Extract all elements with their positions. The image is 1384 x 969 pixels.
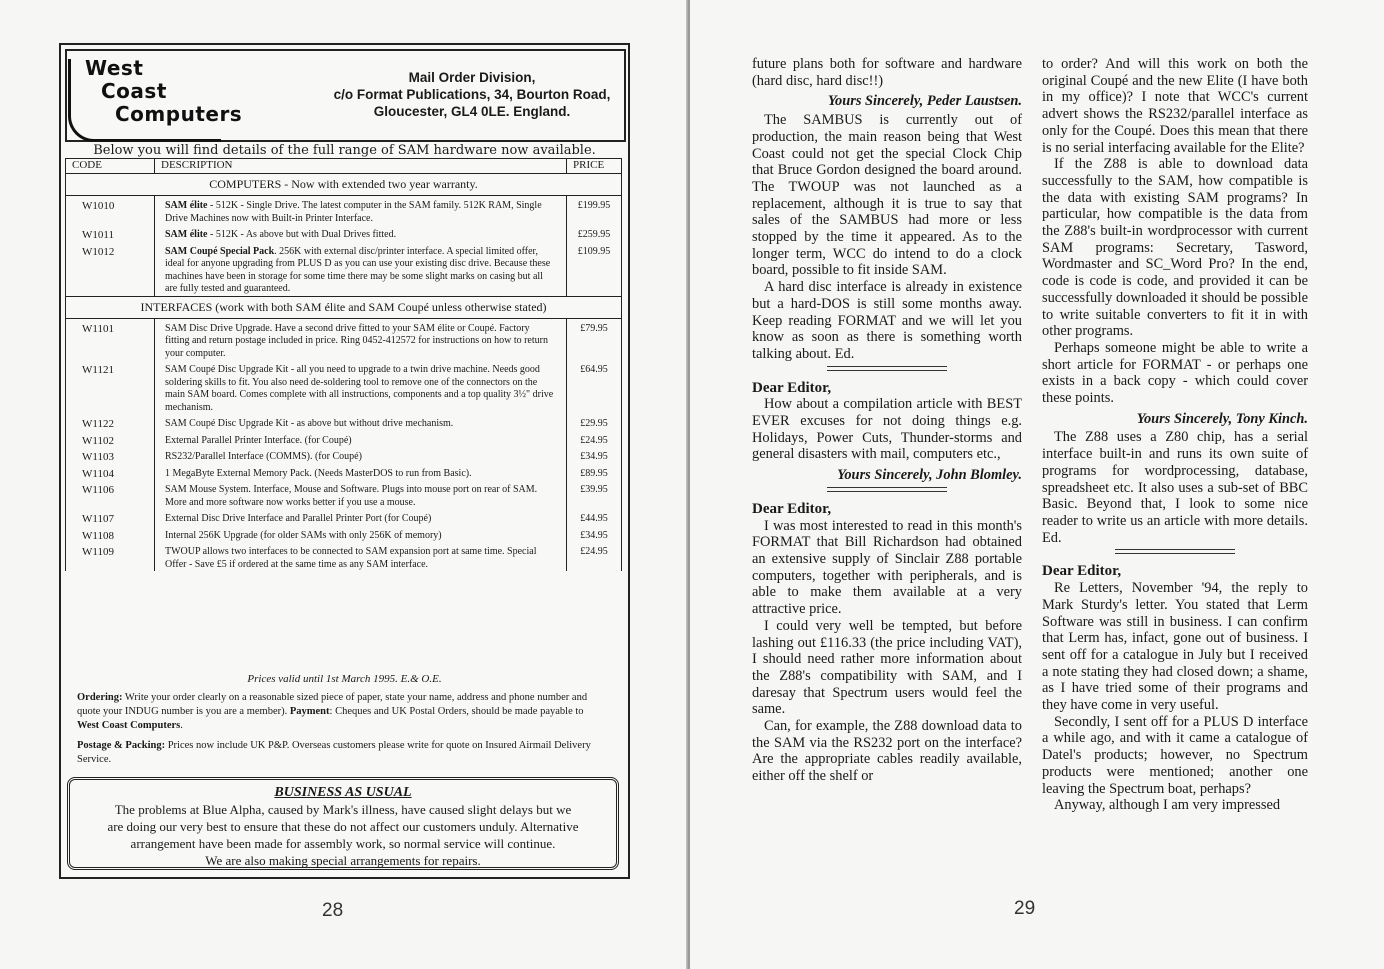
west-coast-logo: West Coast Computers [85, 56, 243, 126]
bau-title: BUSINESS AS USUAL [274, 785, 412, 800]
product-price: £24.95 [567, 542, 622, 571]
price-table [65, 158, 622, 571]
letter-paragraph: future plans both for software and hardware (hard disc, hard disc!!) [752, 56, 1022, 89]
product-code: W1121 [66, 360, 155, 414]
mail-order-address: Mail Order Division, c/o Format Publications, 34, Bourton Road, Gloucester, GL4 0LE. England. [333, 70, 611, 119]
product-description: SAM élite - 512K - As above but with Dual Drives fitted. [155, 225, 567, 242]
section-computers: COMPUTERS - Now with extended two year warranty. [66, 174, 622, 196]
letter-paragraph: Secondly, I sent off for a PLUS D interface a while ago, and with it came a catalogue of Datel's products; however, no Spectrum products were mentioned; another one leaving the Spectrum boat, perhaps? [1042, 713, 1308, 797]
product-code: W1107 [66, 509, 155, 526]
letter-paragraph: How about a compilation article with BEST EVER excuses for not doing things e.g. Holidays, Power Cuts, Thunder-storms and general disasters with mail, computers etc., [752, 396, 1022, 463]
business-as-usual-box: BUSINESS AS USUAL The problems at Blue Alpha, caused by Mark's illness, have caused slight delays but we are doing our very best to ensure that these do not affect our customers unduly. Alternative arrangement have been made for assembly work, so normal service will continue. We are also making special arrangements for repairs. [67, 777, 619, 870]
product-description: SAM Coupé Special Pack. 256K with external disc/printer interface. A special limited offer, ideal for anyone upgrading from PLUS D as you can use your existing disc drive. Because these machines have been in storage for some time there may be some slight marks on casing but all are fully tested and guaranteed. [155, 242, 567, 297]
description-header: DESCRIPTION [155, 159, 567, 174]
product-description: Internal 256K Upgrade (for older SAMs with only 256K of memory) [155, 526, 567, 543]
table-row [66, 242, 622, 297]
letter-divider [1115, 549, 1235, 554]
product-price: £24.95 [567, 431, 622, 448]
letter-salutation: Dear Editor, [752, 379, 832, 396]
product-code: W1103 [66, 447, 155, 464]
page-29 [690, 0, 1384, 969]
product-description: SAM Disc Drive Upgrade. Have a second drive fitted to your SAM élite or Coupé. Factory fitting and return postage included in price. Ring 0452-412572 for instructions on how to return your computer. [155, 318, 567, 360]
product-code: W1011 [66, 225, 155, 242]
product-description: External Disc Drive Interface and Parallel Printer Port (for Coupé) [155, 509, 567, 526]
product-code: W1122 [66, 414, 155, 431]
product-description: SAM Coupé Disc Upgrade Kit - all you need to upgrade to a twin drive machine. Needs good soldering skills to fit. You also need de-soldering tool to remove one of the connectors on the main SAM board. Comes complete with all instructions, components and a top quality 3½" drive mechanism. [155, 360, 567, 414]
postage-terms: Postage & Packing: Prices now include UK P&P. Overseas customers please write for quote on Insured Airmail Delivery Service. [77, 740, 591, 765]
advert-header [65, 49, 626, 142]
table-row [66, 431, 622, 448]
product-code: W1106 [66, 480, 155, 509]
product-description: TWOUP allows two interfaces to be connected to SAM expansion port at same time. Special Offer - Save £5 if ordered at the same time as any SAM interface. [155, 542, 567, 571]
table-row [66, 480, 622, 509]
table-row [66, 509, 622, 526]
letter-signature: Yours Sincerely, Peder Laustsen. [827, 93, 1022, 110]
table-row [66, 526, 622, 543]
product-code: W1104 [66, 464, 155, 481]
letter-paragraph: Can, for example, the Z88 download data to the SAM via the RS232 port on the interface? Are the appropriate cables readily available, either off the shelf or [752, 718, 1022, 785]
product-code: W1101 [66, 318, 155, 360]
letter-paragraph: Re Letters, November '94, the reply to Mark Sturdy's letter. You stated that Lerm Software was still in business. I can confirm that Lerm has, infact, gone out of business. I sent off for a catalogue in July but I received a note stating they had closed down; a shame, as I have tried some of their programs and they have come in very useful. [1042, 580, 1308, 714]
page-number-28: 28 [322, 900, 344, 921]
product-description: SAM élite - 512K - Single Drive. The latest computer in the SAM family. 512K RAM, Single Drive Machines now with Built-in Printer Interface. [155, 196, 567, 226]
product-description: SAM Coupé Disc Upgrade Kit - as above but without drive mechanism. [155, 414, 567, 431]
letter-paragraph: If the Z88 is able to download data successfully to the SAM, how compatible is the data with existing SAM programs? In particular, how compatible is the data from the Z88's built-in wordprocessor with current SAM programs: Secretary, Tasword, Wordmaster and SC_Word Pro? In the end, code is code is code, and provided it can be successfully downloaded it should be possible to write suitable converters to fit it in with other programs. [1042, 156, 1308, 340]
intro-text: Below you will find details of the full range of SAM hardware now available. [93, 143, 596, 158]
letter-signature: Yours Sincerely, Tony Kinch. [1136, 410, 1308, 427]
product-description: RS232/Parallel Interface (COMMS). (for Coupé) [155, 447, 567, 464]
product-description: 1 MegaByte External Memory Pack. (Needs MasterDOS to run from Basic). [155, 464, 567, 481]
letter-divider [827, 366, 947, 371]
code-header: CODE [66, 159, 155, 174]
product-price: £39.95 [567, 480, 622, 509]
product-code: W1108 [66, 526, 155, 543]
product-price: £109.95 [567, 242, 622, 297]
product-code: W1010 [66, 196, 155, 226]
product-price: £89.95 [567, 464, 622, 481]
letter-salutation: Dear Editor, [752, 500, 832, 517]
price-header: PRICE [567, 159, 622, 174]
table-row [66, 196, 622, 226]
product-name: SAM Coupé Special Pack [165, 245, 275, 257]
letter-paragraph: The Z88 uses a Z80 chip, has a serial interface built-in and runs its own suite of programs for wordprocessing, database, spreadsheet etc. It also uses a sub-set of BBC Basic. Beyond that, I look to some nice reader to write us an article with more details. Ed. [1042, 429, 1308, 546]
product-price: £44.95 [567, 509, 622, 526]
product-price: £79.95 [567, 318, 622, 360]
letter-signature: Yours Sincerely, John Blomley. [837, 467, 1022, 484]
letter-paragraph: The SAMBUS is currently out of production, the main reason being that West Coast could not get the special Clock Chip that Bruce Gordon designed the board around. The TWOUP was not launched as a replacement, although it is true to say that sales of the SAMBUS had more or less stopped by the time it appeared. As to the longer term, WCC do intend to do a clock board, possible to fit inside SAM. [752, 112, 1022, 279]
product-price: £29.95 [567, 414, 622, 431]
ordering-terms: Ordering: Write your order clearly on a reasonable sized piece of paper, state your name, address and phone number and quote your INDUG number is you are a member). Payment: Cheques and UK Postal Orders, should be made payable to West Coast Computers. [77, 692, 588, 731]
table-row [66, 225, 622, 242]
letter-paragraph: Anyway, although I am very impressed [1054, 797, 1281, 814]
letters-column-1 [752, 56, 1022, 785]
validity-note: Prices valid until 1st March 1995. E.& O.E. [247, 673, 442, 685]
letter-divider [827, 487, 947, 492]
letter-paragraph: I was most interested to read in this month's FORMAT that Bill Richardson had obtained an extensive supply of Sinclair Z88 portable computers, together with peripherals, and is able to make them available at a very attractive price. [752, 517, 1022, 618]
product-code: W1109 [66, 542, 155, 571]
section-interfaces: INTERFACES (work with both SAM élite and SAM Coupé unless otherwise stated) [66, 296, 622, 318]
table-row [66, 360, 622, 414]
letter-paragraph: I could very well be tempted, but before lashing out £116.33 (the price including VAT), I should need rather more information about the Z88's compatibility with SAM, and I daresay that Spectrum users would feel the same. [752, 617, 1022, 718]
table-row [66, 464, 622, 481]
product-name: SAM élite [165, 200, 208, 211]
table-row [66, 318, 622, 360]
letters-column-2 [1042, 56, 1308, 814]
letter-paragraph: A hard disc interface is already in existence but a hard-DOS is still some months away. Keep reading FORMAT and we will let you know as soon as there is something worth talking about. Ed. [752, 279, 1022, 362]
product-code: W1102 [66, 431, 155, 448]
table-row [66, 447, 622, 464]
west-coast-advert [59, 43, 630, 879]
product-price: £259.95 [567, 225, 622, 242]
letter-salutation: Dear Editor, [1042, 563, 1122, 580]
product-name: SAM élite [165, 229, 208, 240]
product-description: External Parallel Printer Interface. (for Coupé) [155, 431, 567, 448]
table-row [66, 414, 622, 431]
product-price: £34.95 [567, 447, 622, 464]
product-code: W1012 [66, 242, 155, 297]
page-number-29: 29 [1014, 898, 1036, 919]
page-28 [0, 0, 688, 969]
product-price: £199.95 [567, 196, 622, 226]
letter-paragraph: to order? And will this work on both the original Coupé and the new Elite (I have both in my office)? I note that WCC's current advert shows the RS232/parallel interface as only for the Coupé. Does this mean that there is no serial interfacing available for the Elite? [1042, 56, 1308, 156]
product-description: SAM Mouse System. Interface, Mouse and Software. Plugs into mouse port on rear of SAM. More and more software now works better if you use a mouse. [155, 480, 567, 509]
letter-paragraph: Perhaps someone might be able to write a short article for FORMAT - or perhaps one exists in a back copy - which could cover these points. [1042, 339, 1308, 407]
product-price: £64.95 [567, 360, 622, 414]
product-price: £34.95 [567, 526, 622, 543]
table-row [66, 542, 622, 571]
